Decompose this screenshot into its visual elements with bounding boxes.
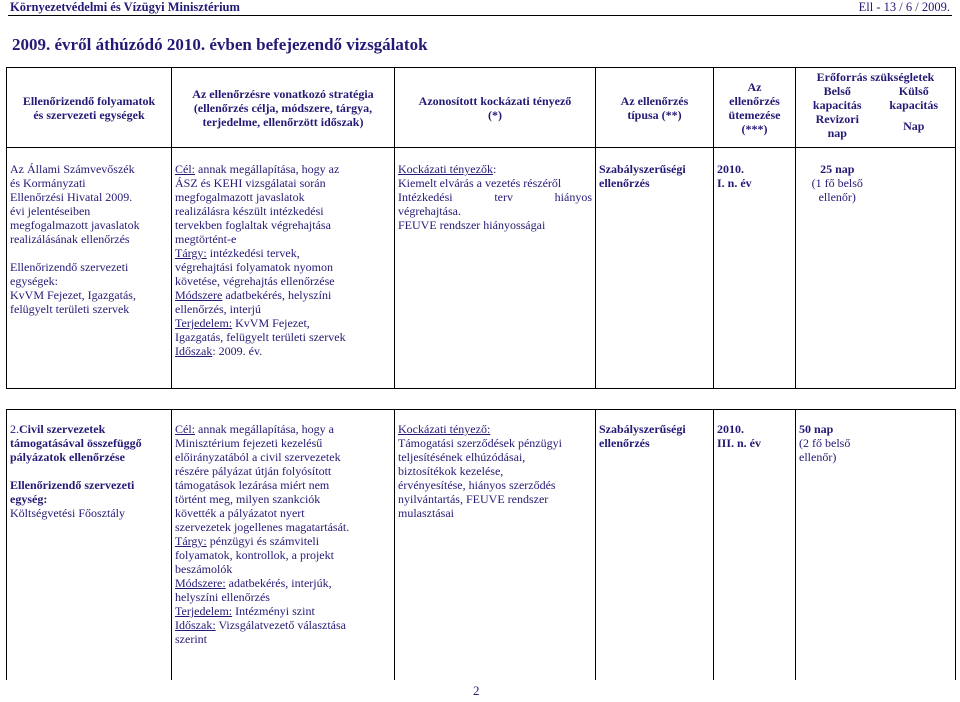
risk-cell: Kockázati tényező: Támogatási szerződések pénzügyi teljesítésének elhúzódásai, biztosítékok kezelése, érvényesítése, hiányos szerződés nyilvántartás, FEUVE rendszer mulasztásai (395, 410, 596, 681)
subject-label: Tárgy: (175, 246, 207, 260)
resources-cell: 50 nap (2 fő belső ellenőr) (796, 410, 956, 681)
resources-cell: 25 nap (1 fő belső ellenőr) (796, 148, 956, 389)
document-code: Ell - 13 / 6 / 2009. (858, 0, 950, 14)
goal-label: Cél: (175, 422, 195, 436)
external-capacity-header: Külső kapacitás Nap (889, 84, 939, 133)
header-risk: Azonosított kockázati tényező (*) (395, 68, 596, 148)
header-resources (796, 68, 956, 148)
audit-type-cell: Szabályszerűségi ellenőrzés (596, 410, 714, 681)
resources-title: Erőforrás szükségletek (816, 70, 935, 84)
page-number: 2 (473, 683, 480, 698)
risk-label: Kockázati tényező: (398, 422, 491, 436)
strategy-cell: Cél: annak megállapítása, hogy a Minisztérium fejezeti kezelésű előirányzatából a civil szervezetek részére pályázat útján folyósított támogatások lezárása miért nem történt meg, milyen szankciók követték a pályázatot nyert szervezetek jogellenes magatartását. Tárgy: pénzügyi és számviteli folyamatok, kontrollok, a projekt beszámolók Módszere: adatbekérés, interjúk, helyszíni ellenőrzés Terjedelem: Intézményi szint Időszak: Vizsgálatvezető választása szerint (172, 410, 395, 681)
period-label: Időszak (175, 344, 213, 358)
units: KvVM Fejezet, Igazgatás, (10, 288, 136, 302)
unit: Költségvetési Főosztály (10, 506, 125, 520)
period-label: Időszak: (175, 618, 216, 632)
audit-type-cell: Szabályszerűségi ellenőrzés (596, 148, 714, 389)
resource-days: 25 nap (820, 162, 855, 176)
method-label: Módszere (175, 288, 223, 302)
internal-capacity-header: Belső kapacitás Revizori nap (812, 84, 862, 140)
unit-label: Ellenőrizendő szervezeti (10, 478, 135, 492)
risk-cell: Kockázati tényezők: Kiemelt elvárás a vezetés részéről Intézkedési terv hiányos végrehajtása. FEUVE rendszer hiányosságai (395, 148, 596, 389)
process-cell: 2.Civil szervezetek támogatásával összefüggő pályázatok ellenőrzése Ellenőrizendő szervezeti egység: Költségvetési Főosztály (7, 410, 172, 681)
table-header-row (7, 68, 956, 148)
resource-days: 50 nap (799, 422, 834, 436)
subject-label: Tárgy: (175, 534, 207, 548)
scope-label: Terjedelem: (175, 316, 233, 330)
schedule-cell: 2010. I. n. év (714, 148, 796, 389)
table-row (7, 410, 956, 681)
page-header (8, 0, 952, 16)
section-title: 2009. évről áthúzódó 2010. évben befejezendő vizsgálatok (12, 35, 428, 54)
unit-label: Ellenőrizendő szervezeti (10, 260, 129, 274)
strategy-cell: Cél: annak megállapítása, hogy az ÁSZ és KEHI vizsgálatai során megfogalmazott javaslatok realizálásra készült intézkedési tervekben foglaltak végrehajtása megtörtént-e Tárgy: intézkedési tervek, végrehajtási folyamatok nyomon követése, végrehajtás ellenőrzése Módszere adatbekérés, helyszíni ellenőrzés, interjú Terjedelem: KvVM Fejezet, Igazgatás, felügyelt területi szervek Időszak: 2009. év. (172, 148, 395, 389)
table-row (7, 148, 956, 389)
header-strategy: Az ellenőrzésre vonatkozó stratégia (ellenőrzés célja, módszere, tárgya, terjedelme, ellenőrzött időszak) (172, 68, 395, 148)
header-schedule: Az ellenőrzés ütemezése (***) (714, 68, 796, 148)
scope-label: Terjedelem: (175, 604, 233, 618)
header-audit-type: Az ellenőrzés típusa (**) (596, 68, 714, 148)
risk-label: Kockázati tényezők (398, 162, 493, 176)
goal-label: Cél: (175, 162, 195, 176)
row-gap (7, 389, 956, 410)
schedule-cell: 2010. III. n. év (714, 410, 796, 681)
method-label: Módszere: (175, 576, 226, 590)
ministry-name: Környezetvédelmi és Vízügyi Minisztérium (10, 0, 240, 14)
audit-plan-table (6, 67, 956, 680)
header-processes: Ellenőrizendő folyamatok és szervezeti egységek (7, 68, 172, 148)
process-cell: Az Állami Számvevőszék és Kormányzati Ellenőrzési Hivatal 2009. évi jelentéseiben megfogalmazott javaslatok realizálásának ellenőrzés Ellenőrizendő szervezeti egységek: KvVM Fejezet, Igazgatás, felügyelt területi szervek (7, 148, 172, 389)
